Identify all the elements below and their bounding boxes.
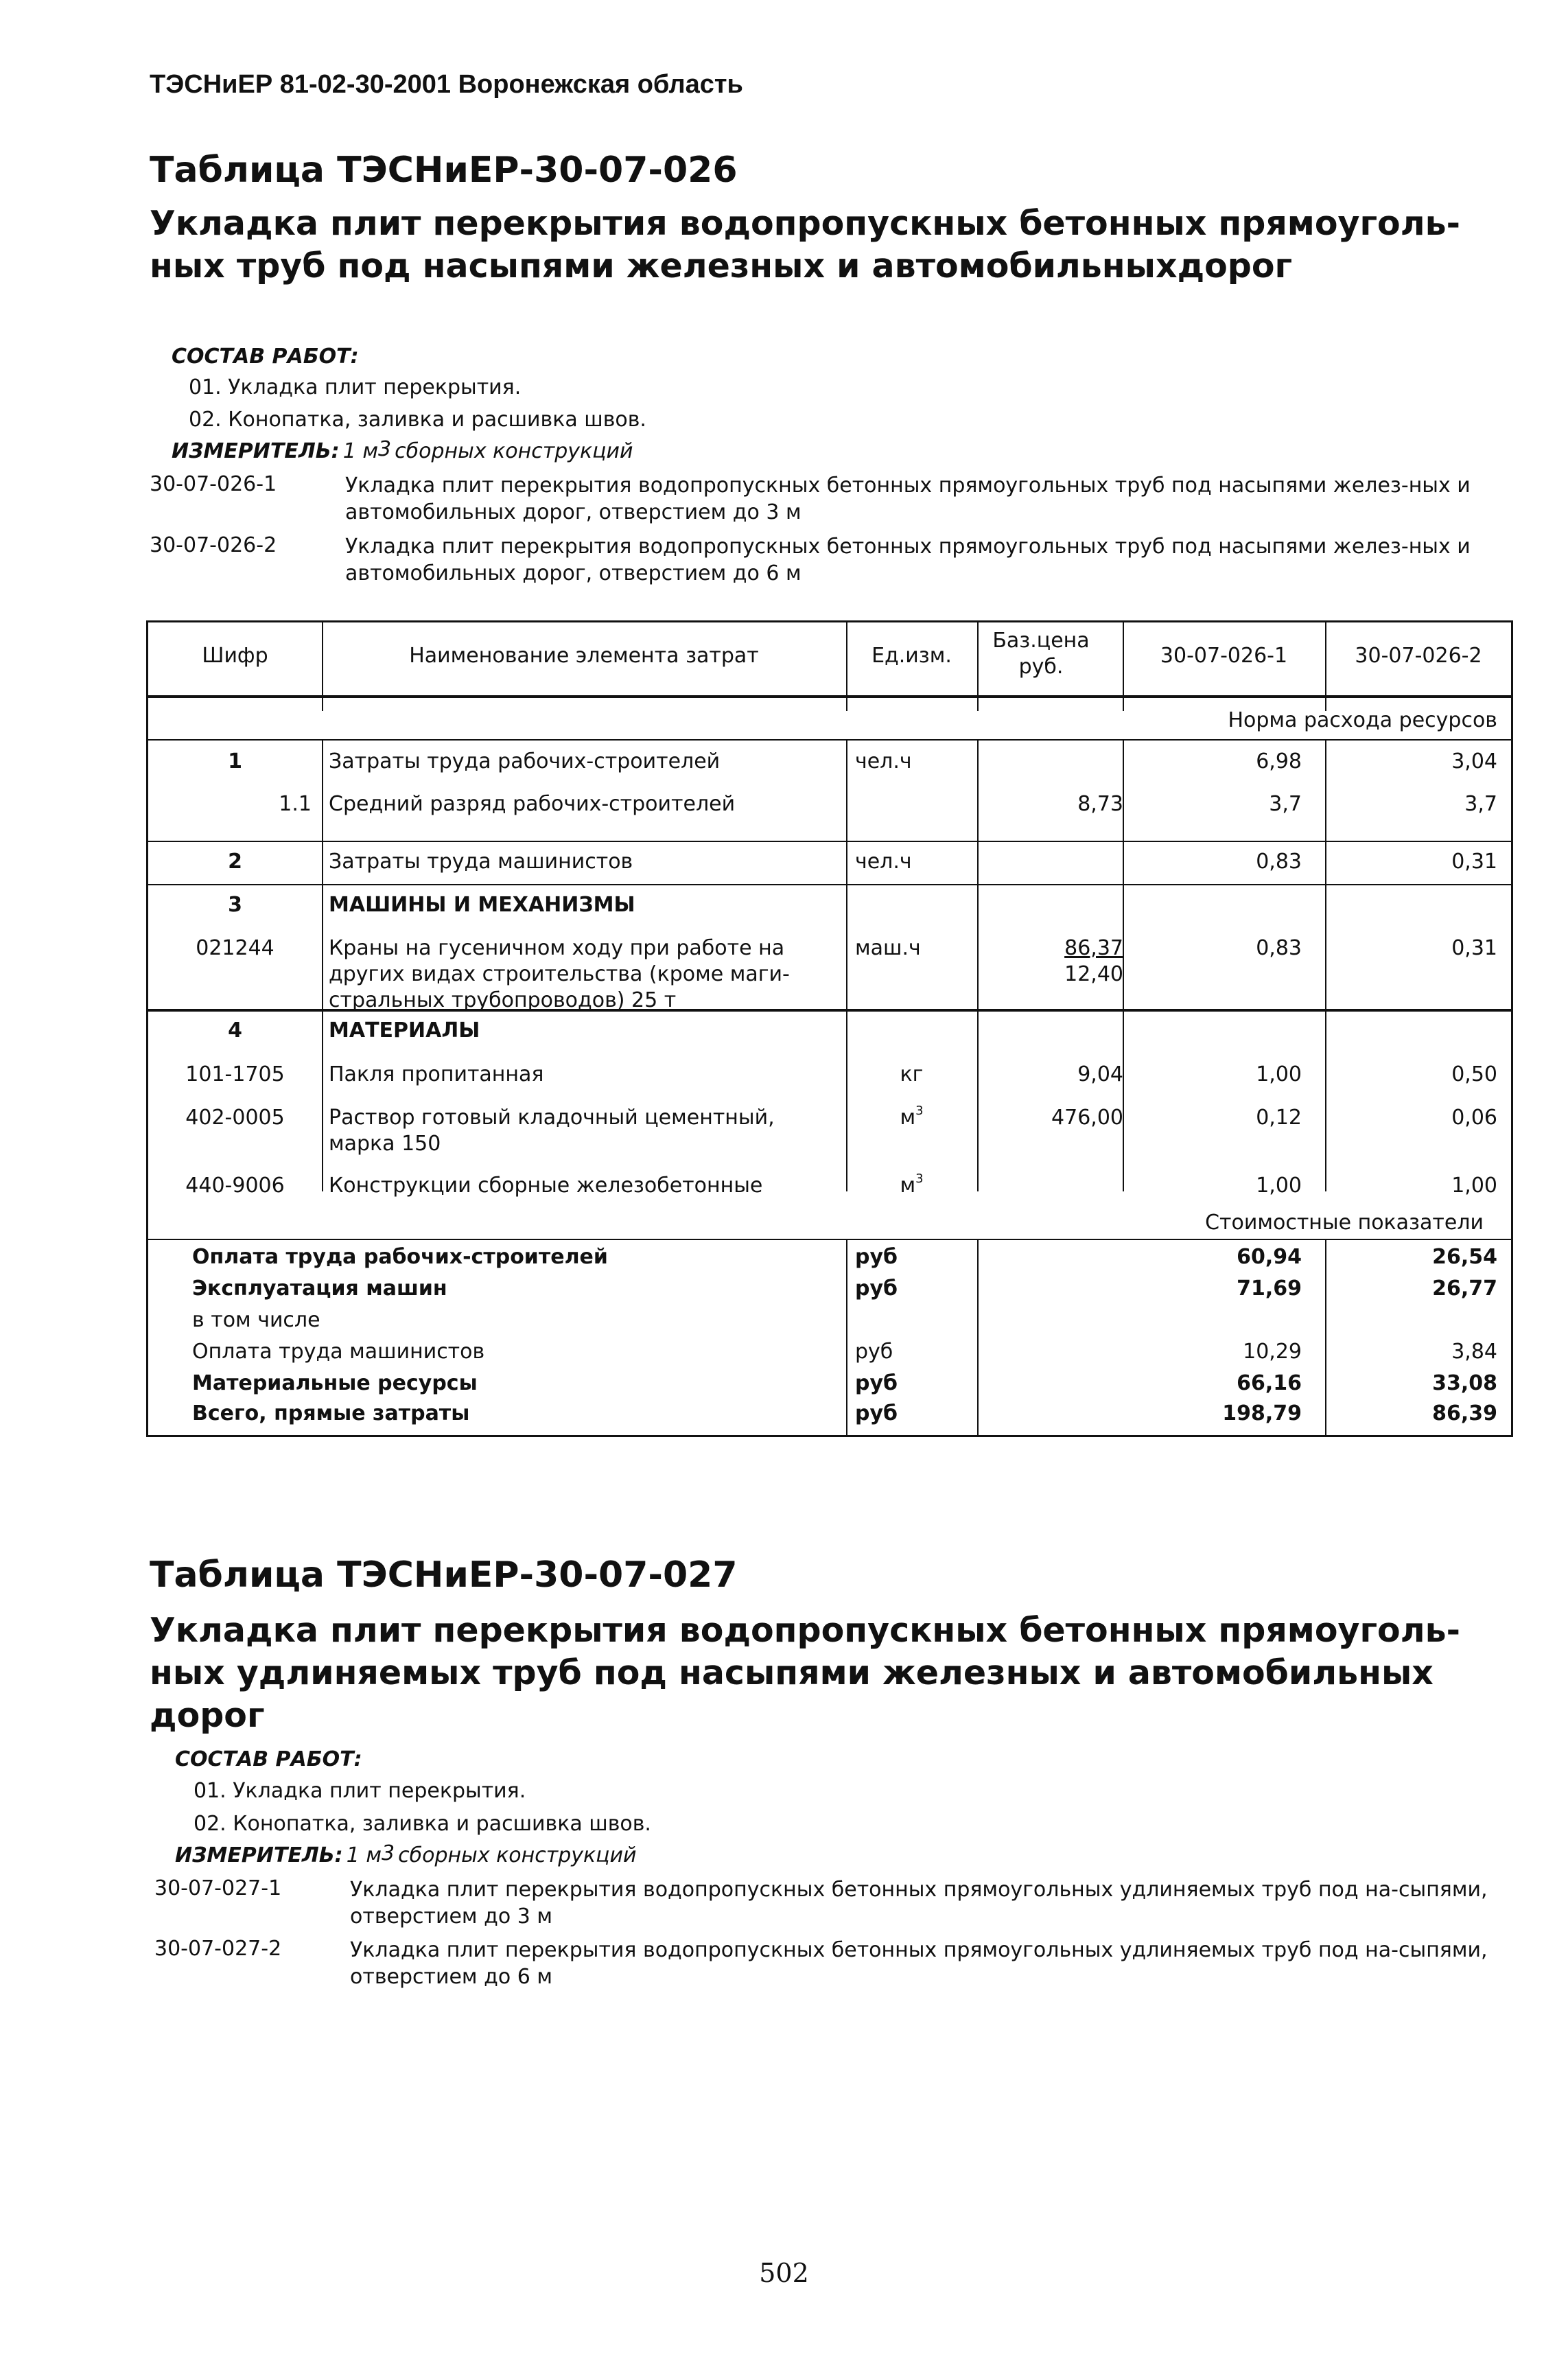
table-row-v2: 1,00 [1451, 1174, 1497, 1198]
code: 30-07-027-2 [154, 1937, 282, 1961]
table-row-name: Краны на гусеничном ходу при работе на других видах строительства (кроме маги-стральных трубопроводов) 25 т [329, 936, 790, 1012]
table-row-unit: $м^3$ [900, 1104, 924, 1130]
table-title: Таблица ТЭСНиЕР-30-07-027 [150, 1554, 738, 1596]
code: 30-07-026-1 [150, 472, 277, 496]
document-header: ТЭСНиЕР 81-02-30-2001 Воронежская область [150, 70, 743, 99]
table-row-unit: кг [900, 1062, 924, 1086]
column-header-name: Наименование элемента затрат [409, 644, 759, 668]
norms-table [146, 620, 1513, 1437]
table-row-code: 101-1705 [185, 1062, 285, 1086]
meter-line [172, 439, 633, 463]
work-item: 02. Конопатка, заливка и расшивка швов. [189, 408, 646, 432]
code-definition [150, 533, 1522, 588]
table-row-v1: 1,00 [1256, 1174, 1302, 1198]
meter-sup: 3 [381, 1841, 395, 1865]
table-row-v1: 6,98 [1256, 749, 1302, 773]
table-row-v2: 0,31 [1451, 850, 1497, 874]
composition-label: СОСТАВ РАБОТ: [172, 345, 359, 369]
code-description: Укладка плит перекрытия водопропускных бетонных прямоугольных труб под насыпями желез-ных и автомобильных дорог, отверстием до 3 м [345, 474, 1471, 524]
cost-row-name: в том числе [192, 1308, 320, 1332]
cost-row-v2: 26,54 [1432, 1245, 1497, 1269]
cost-row-unit: руб [855, 1371, 898, 1395]
table-row-v1: 1,00 [1256, 1062, 1302, 1086]
meter-label: ИЗМЕРИТЕЛЬ: [172, 439, 340, 463]
cost-row-unit: руб [855, 1277, 898, 1301]
cost-row-v1: 10,29 [1243, 1340, 1302, 1364]
table-row-unit: чел.ч [855, 749, 912, 773]
cost-row-unit: руб [855, 1340, 893, 1364]
cost-row-name: Оплата труда рабочих-строителей [192, 1245, 608, 1269]
table-row-price: 476,00 [1051, 1106, 1123, 1130]
cost-row-v1: 71,69 [1237, 1277, 1302, 1301]
table-row-code: 1.1 [279, 792, 312, 816]
meter-sup: 3 [377, 437, 392, 461]
table-row-v2: 0,06 [1451, 1106, 1497, 1130]
cost-row-name: Всего, прямые затраты [192, 1401, 470, 1425]
cost-row-v1: 60,94 [1237, 1245, 1302, 1269]
cost-section-header: Стоимостные показатели [1205, 1211, 1484, 1235]
table-row-code: 402-0005 [185, 1106, 285, 1130]
table-title: Таблица ТЭСНиЕР-30-07-026 [150, 150, 738, 191]
section-heading-machines: МАШИНЫ И МЕХАНИЗМЫ [329, 893, 635, 917]
table-subtitle: Укладка плит перекрытия водопропускных бетонных прямоуголь-ных удлиняемых труб под насыпями железных и автомобильных дорог [150, 1611, 1460, 1735]
meter-line [175, 1843, 637, 1867]
code-description: Укладка плит перекрытия водопропускных бетонных прямоугольных труб под насыпями желез-ных и автомобильных дорог, отверстием до 6 м [345, 535, 1471, 585]
code: 30-07-026-2 [150, 533, 277, 557]
cost-row-v2: 3,84 [1451, 1340, 1497, 1364]
table-row-v1: 3,7 [1269, 792, 1302, 816]
table-row-price-machinist: 12,40 [1064, 962, 1123, 986]
table-row-name: Конструкции сборные железобетонные [329, 1174, 763, 1198]
meter-suffix: сборных конструкций [398, 1843, 637, 1867]
column-header-v2: 30-07-026-2 [1355, 644, 1482, 668]
cost-row-v1: 198,79 [1222, 1401, 1302, 1425]
table-row-unit: маш.ч [855, 936, 921, 960]
code-definition [154, 1876, 1527, 1931]
page-number: 502 [759, 2258, 809, 2288]
column-header-unit: Ед.изм. [871, 644, 952, 668]
norm-section-header: Норма расхода ресурсов [1228, 708, 1497, 732]
table-row-v2: 0,31 [1451, 936, 1497, 960]
table-row-price: 86,37 [1064, 936, 1123, 960]
meter-suffix: сборных конструкций [395, 439, 633, 463]
meter-value: 1 м [342, 439, 378, 463]
section-heading-materials: МАТЕРИАЛЫ [329, 1018, 480, 1042]
table-row-name: Пакля пропитанная [329, 1062, 544, 1086]
code-description: Укладка плит перекрытия водопропускных бетонных прямоугольных удлиняемых труб под на-сыпями, отверстием до 6 м [350, 1938, 1488, 1989]
cost-row-unit: руб [855, 1245, 898, 1269]
table-row-code: 4 [228, 1018, 242, 1042]
table-row-name: Раствор готовый кладочный цементный, марка 150 [329, 1106, 775, 1156]
code-definition [154, 1937, 1527, 1992]
table-row-name: Средний разряд рабочих-строителей [329, 792, 736, 816]
table-row-price: 9,04 [1077, 1062, 1123, 1086]
cost-row-unit: руб [855, 1401, 898, 1425]
table-row-price: 8,73 [1077, 792, 1123, 816]
composition-label: СОСТАВ РАБОТ: [175, 1747, 362, 1771]
meter-label: ИЗМЕРИТЕЛЬ: [175, 1843, 343, 1867]
table-row-code: 021244 [196, 936, 274, 960]
table-row-v1: 0,83 [1256, 936, 1302, 960]
code-definition [150, 472, 1522, 527]
cost-row-name: Оплата труда машинистов [192, 1340, 485, 1364]
code: 30-07-027-1 [154, 1876, 282, 1900]
cost-row-v2: 26,77 [1432, 1277, 1497, 1301]
table-row-name: Затраты труда машинистов [329, 850, 633, 874]
table-row-code: 2 [228, 850, 242, 874]
column-header-price: Баз.цена руб. [992, 629, 1090, 679]
code-description: Укладка плит перекрытия водопропускных бетонных прямоугольных удлиняемых труб под на-сыпями, отверстием до 3 м [350, 1878, 1488, 1928]
cost-row-v2: 86,39 [1432, 1401, 1497, 1425]
table-row-code: 3 [228, 893, 242, 917]
work-item: 01. Укладка плит перекрытия. [194, 1779, 526, 1803]
table-row-v1: 0,12 [1256, 1106, 1302, 1130]
table-row-unit: чел.ч [855, 850, 912, 874]
cost-row-v1: 66,16 [1237, 1371, 1302, 1395]
table-row-code: 440-9006 [185, 1174, 285, 1198]
table-subtitle: Укладка плит перекрытия водопропускных бетонных прямоуголь-ных труб под насыпями железных и автомобильныхдорог [150, 204, 1460, 285]
work-item: 01. Укладка плит перекрытия. [189, 375, 522, 399]
cost-row-v2: 33,08 [1432, 1371, 1497, 1395]
table-row-v2: 3,7 [1464, 792, 1497, 816]
table-row-v1: 0,83 [1256, 850, 1302, 874]
table-row-v2: 0,50 [1451, 1062, 1497, 1086]
cost-row-name: Эксплуатация машин [192, 1277, 447, 1301]
table-row-name: Затраты труда рабочих-строителей [329, 749, 721, 773]
table-row-v2: 3,04 [1451, 749, 1497, 773]
cost-row-name: Материальные ресурсы [192, 1371, 478, 1395]
table-row-unit: $м^3$ [900, 1172, 924, 1198]
column-header-code: Шифр [202, 644, 268, 668]
work-item: 02. Конопатка, заливка и расшивка швов. [194, 1812, 651, 1836]
table-row-code: 1 [228, 749, 242, 773]
meter-value: 1 м [346, 1843, 382, 1867]
column-header-v1: 30-07-026-1 [1160, 644, 1288, 668]
